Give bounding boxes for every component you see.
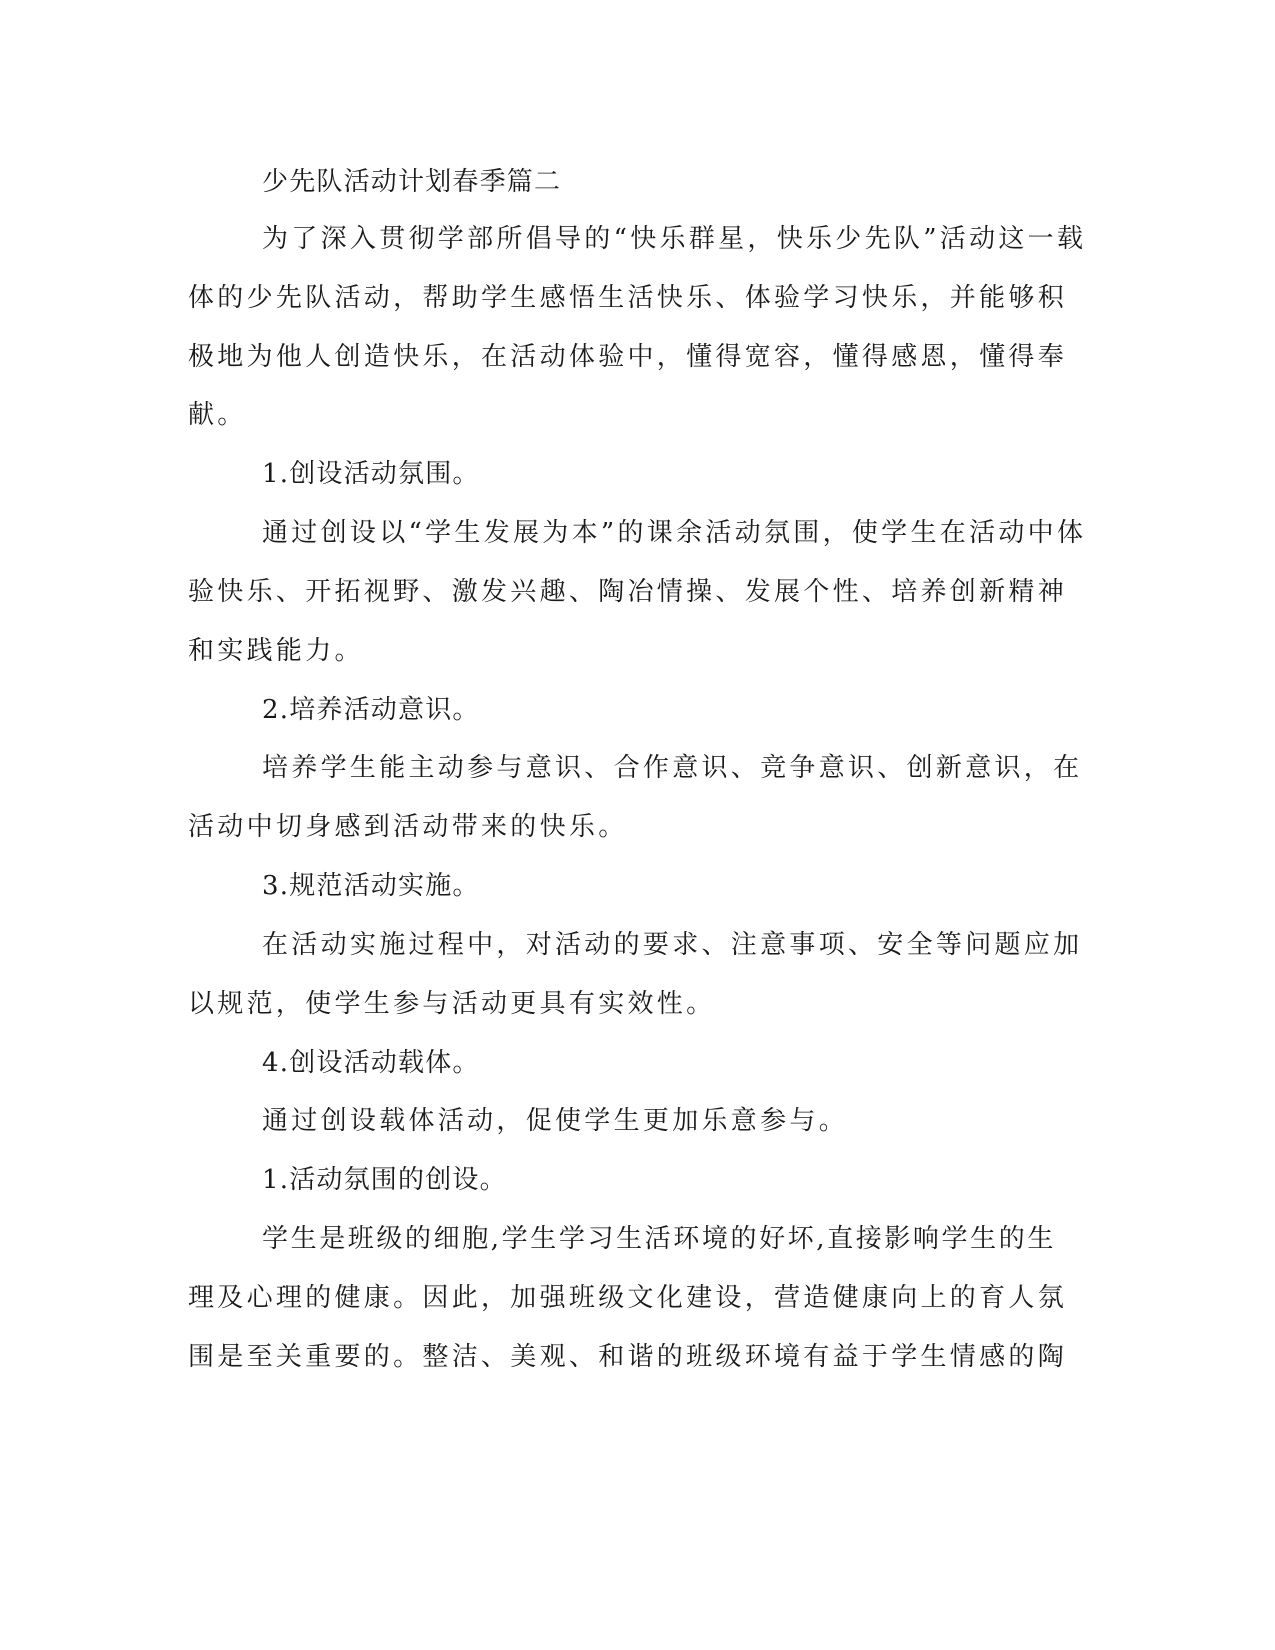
paragraph-line: 活动中切身感到活动带来的快乐。 bbox=[188, 812, 628, 842]
paragraph-line: 理及心理的健康。因此，加强班级文化建设，营造健康向上的育人氛 bbox=[188, 1283, 1068, 1313]
paragraph-line: 验快乐、开拓视野、激发兴趣、陶冶情操、发展个性、培养创新精神 bbox=[188, 577, 1068, 607]
paragraph-line: 围是至关重要的。整洁、美观、和谐的班级环境有益于学生情感的陶 bbox=[188, 1342, 1068, 1372]
paragraph-line: 通过创设载体活动，促使学生更加乐意参与。 bbox=[262, 1106, 849, 1136]
paragraph-line: 体的少先队活动，帮助学生感悟生活快乐、体验学习快乐，并能够积 bbox=[188, 283, 1068, 313]
paragraph-line: 极地为他人创造快乐，在活动体验中，懂得宽容，懂得感恩，懂得奉 bbox=[188, 342, 1068, 372]
paragraph-line: 和实践能力。 bbox=[188, 636, 364, 666]
paragraph-line: 献。 bbox=[188, 400, 247, 430]
section-heading: 1.创设活动氛围。 bbox=[262, 459, 480, 489]
paragraph-line: 为了深入贯彻学部所倡导的“快乐群星，快乐少先队”活动这一载 bbox=[262, 224, 1087, 254]
section-heading: 2.培养活动意识。 bbox=[262, 695, 480, 725]
paragraph-line: 在活动实施过程中，对活动的要求、注意事项、安全等问题应加 bbox=[262, 930, 1083, 960]
paragraph-line: 学生是班级的细胞,学生学习生活环境的好坏,直接影响学生的生 bbox=[262, 1224, 1056, 1254]
document-title: 少先队活动计划春季篇二 bbox=[262, 167, 562, 197]
section-heading: 4.创设活动载体。 bbox=[262, 1048, 480, 1078]
paragraph-line: 培养学生能主动参与意识、合作意识、竞争意识、创新意识，在 bbox=[262, 753, 1083, 783]
paragraph-line: 以规范，使学生参与活动更具有实效性。 bbox=[188, 989, 716, 1019]
section-heading: 1.活动氛围的创设。 bbox=[262, 1165, 507, 1195]
paragraph-line: 通过创设以“学生发展为本”的课余活动氛围，使学生在活动中体 bbox=[262, 518, 1087, 548]
section-heading: 3.规范活动实施。 bbox=[262, 871, 480, 901]
